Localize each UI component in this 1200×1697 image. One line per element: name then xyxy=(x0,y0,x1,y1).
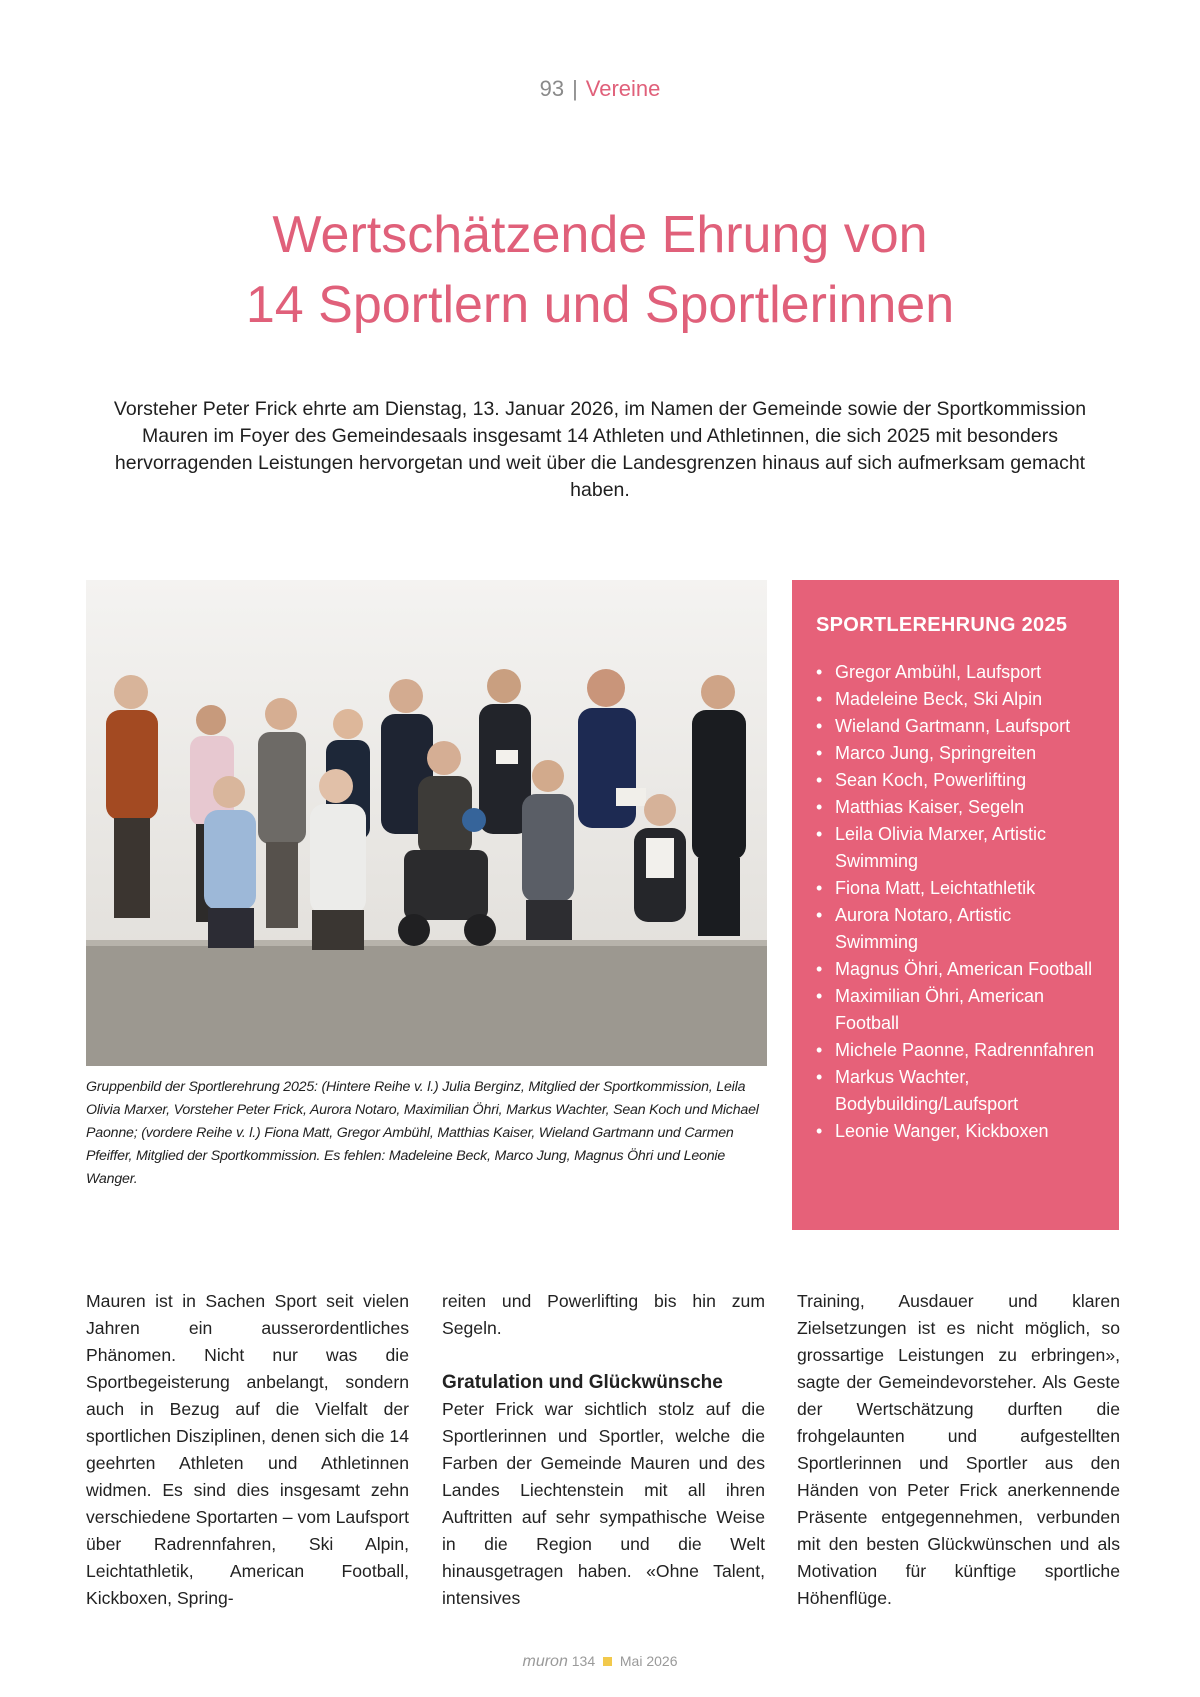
group-photo xyxy=(86,580,767,1066)
header-separator: | xyxy=(572,76,578,101)
body-column-3 xyxy=(797,1288,1120,1612)
title-line-1: Wertschätzende Ehrung von xyxy=(272,206,928,264)
honorees-heading: SPORTLEREHRUNG 2025 xyxy=(816,614,1068,636)
list-item: • Magnus Öhri, American Football xyxy=(816,956,1097,983)
body-column-1 xyxy=(86,1288,409,1612)
list-item: • Leonie Wanger, Kickboxen xyxy=(816,1118,1097,1145)
footer-square-icon xyxy=(603,1657,612,1666)
article-title xyxy=(100,200,1100,340)
subheading: Gratulation und Glückwünsche xyxy=(442,1372,723,1393)
page-header xyxy=(0,76,1200,102)
list-item: • Fiona Matt, Leichtathletik xyxy=(816,875,1097,902)
magazine-brand: muron xyxy=(522,1653,568,1670)
body-paragraph: Mauren ist in Sachen Sport seit vielen Jahren ein ausserordentliches Phänomen. Nicht nur was die Sportbegeisterung anbelangt, sondern auch in Bezug auf die Vielfalt der sportlichen Disziplinen, denen sich die 14 geehrten Athleten und Athletinnen widmen. Es sind dies insgesamt zehn verschiedene Sportarten – vom Laufsport über Radrennfahren, Ski Alpin, Leichtathletik, American Football, Kickboxen, Spring- xyxy=(86,1291,409,1608)
list-item: • Madeleine Beck, Ski Alpin xyxy=(816,686,1097,713)
body-paragraph: reiten und Powerlifting bis hin zum Segeln. xyxy=(442,1291,765,1338)
list-item: • Leila Olivia Marxer, Artistic Swimming xyxy=(816,821,1097,875)
list-item: • Matthias Kaiser, Segeln xyxy=(816,794,1097,821)
body-paragraph: Training, Ausdauer und klaren Zielsetzungen ist es nicht möglich, so grossartige Leistungen zu erbringen», sagte der Gemeindevorsteher. Als Geste der Wertschätzung durften die frohgelaunten und aufgestellten Sportlerinnen und Sportler aus den Händen von Peter Frick anerkennende Präsente entgegennehmen, verbunden mit den besten Glückwünschen und als Motivation für künftige sportliche Höhenflüge. xyxy=(797,1291,1120,1608)
list-item: • Gregor Ambühl, Laufsport xyxy=(816,659,1097,686)
article-lead: Vorsteher Peter Frick ehrte am Dienstag, 13. Januar 2026, im Namen der Gemeinde sowie der Sportkommission Mauren im Foyer des Gemeindesaals insgesamt 14 Athleten und Athletinnen, die sich 2025 mit besonders hervorragenden Leistungen hervorgetan und weit über die Landesgrenzen hinaus auf sich aufmerksam gemacht haben. xyxy=(113,398,1087,501)
page-number: 93 xyxy=(539,76,565,101)
list-item: • Markus Wachter, Bodybuilding/Laufsport xyxy=(816,1064,1097,1118)
body-column-2 xyxy=(442,1288,765,1612)
section-name: Vereine xyxy=(585,76,661,101)
list-item: • Sean Koch, Powerlifting xyxy=(816,767,1097,794)
page-footer xyxy=(0,1653,1200,1671)
issue-date: Mai 2026 xyxy=(619,1653,678,1669)
list-item: • Marco Jung, Springreiten xyxy=(816,740,1097,767)
list-item: • Wieland Gartmann, Laufsport xyxy=(816,713,1097,740)
list-item: • Maximilian Öhri, American Football xyxy=(816,983,1097,1037)
title-line-2: 14 Sportlern und Sportlerinnen xyxy=(245,276,955,334)
group-photo-icon xyxy=(86,580,767,1066)
honorees-box xyxy=(792,580,1119,1230)
issue-number: 134 xyxy=(571,1653,596,1669)
list-item: • Michele Paonne, Radrennfahren xyxy=(816,1037,1097,1064)
list-item: • Aurora Notaro, Artistic Swimming xyxy=(816,902,1097,956)
honorees-list xyxy=(816,659,1097,1145)
photo-caption: Gruppenbild der Sportlerehrung 2025: (Hintere Reihe v. l.) Julia Berginz, Mitglied der Sportkommission, Leila Olivia Marxer, Vorsteher Peter Frick, Aurora Notaro, Maximilian Öhri, Markus Wachter, Sean Koch und Michael Paonne; (vordere Reihe v. l.) Fiona Matt, Gregor Ambühl, Matthias Kaiser, Wieland Gartmann und Carmen Pfeiffer, Mitglied der Sportkommission. Es fehlen: Madeleine Beck, Marco Jung, Magnus Öhri und Leonie Wanger. xyxy=(86,1079,759,1187)
body-paragraph: Peter Frick war sichtlich stolz auf die Sportlerinnen und Sportler, welche die Farben der Gemeinde Mauren und des Landes Liechtenstein mit all ihren Auftritten auf sehr sympathische Weise in die Region und die Welt hinausgetragen haben. «Ohne Talent, intensives xyxy=(442,1399,765,1608)
